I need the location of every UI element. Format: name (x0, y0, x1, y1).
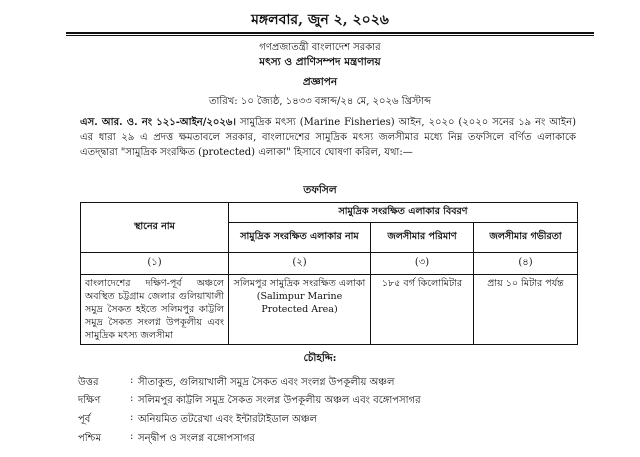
schedule-title: তফসিল (303, 184, 337, 196)
col-group-header: সামুদ্রিক সংরক্ষিত এলাকার বিবরণ (229, 203, 578, 223)
ministry-name: মৎস্য ও প্রাণিসম্পদ মন্ত্রণালয় (259, 56, 381, 68)
table-row (81, 275, 578, 345)
col-area-name-header: সামুদ্রিক সংরক্ষিত এলাকার নাম (229, 223, 371, 253)
boundary-colon: : (130, 393, 134, 404)
boundaries-title: চৌহদ্দি: (303, 352, 337, 364)
notice-body (80, 115, 576, 160)
col-depth-header: জলসীমার গভীরতা (474, 223, 578, 253)
boundary-colon: : (130, 412, 134, 423)
col-number: (১) (81, 253, 229, 275)
notice-body-text: সামুদ্রিক মৎস্য (Marine Fisheries) আইন, ২০২০ (২০২০ সনের ১৯ নং আইন) এর ধারা ২৯ এ প্রদত্ত ক্ষমতাবলে সরকার, বাংলাদেশের সামুদ্রিক মৎস্য জলসীমার মধ্যে নিম্ন তফসিলে বর্ণিত এলাকাকে এতদ্দ্বারা "সামুদ্রিক সংরক্ষিত (protected) এলাকা" হিসাবে ঘোষণা করিল, যথা:— (80, 117, 576, 158)
area-name-cell: সলিমপুর সামুদ্রিক সংরক্ষিত এলাকা (Salimpur Marine Protected Area) (229, 275, 371, 345)
col-area-size-header: জলসীমার পরিমাণ (371, 223, 474, 253)
notice-dateline: তারিখ: ১০ জ্যৈষ্ঠ, ১৪৩৩ বঙ্গাব্দ/২৪ মে, ২০২৬ খ্রিস্টাব্দ (208, 96, 432, 107)
boundary-text: সন্দ্বীপ ও সংলগ্ন বঙ্গোপসাগর (138, 433, 255, 444)
government-name: গণপ্রজাতন্ত্রী বাংলাদেশ সরকার (259, 42, 381, 53)
col-number: (৩) (371, 253, 474, 275)
area-size-cell: ১৮৫ বর্গ কিলোমিটার (371, 275, 474, 345)
boundary-text: অনিয়মিত তটরেখা এবং ইন্টারটাইডাল অঞ্চল (138, 414, 318, 425)
header-rule-thick (66, 32, 594, 34)
col-place-header: স্থানের নাম (81, 203, 229, 253)
col-number: (২) (229, 253, 371, 275)
boundary-direction: পূর্ব (78, 414, 91, 425)
boundary-direction: দক্ষিণ (78, 395, 101, 406)
sro-number: এস. আর. ও. নং ১২১-আইন/২০২৬। (80, 117, 237, 128)
boundary-colon: : (130, 431, 134, 442)
place-cell: বাংলাদেশের দক্ষিণ-পূর্ব অঞ্চলে অবস্থিত চট্টগ্রাম জেলার গুলিয়াখালী সমুদ্র সৈকত হইতে সলিমপুর কাট্টলি সমুদ্র সৈকত সংলগ্ন উপকূলীয় এবং সামুদ্রিক মৎস্য জলসীমা (81, 275, 229, 345)
depth-cell: প্রায় ১০ মিটার পর্যন্ত (474, 275, 578, 345)
col-number: (৪) (474, 253, 578, 275)
gazette-date: মঙ্গলবার, জুন ২, ২০২৬ (251, 12, 389, 28)
boundary-text: সীতাকুন্ড, গুলিয়াখালী সমুদ্র সৈকত এবং সংলগ্ন উপকূলীয় অঞ্চল (138, 377, 395, 388)
notice-heading: প্রজ্ঞাপন (302, 76, 338, 88)
boundary-colon: : (130, 375, 134, 386)
boundary-direction: পশ্চিম (78, 433, 102, 444)
boundary-direction: উত্তর (78, 377, 99, 388)
schedule-table (80, 202, 578, 345)
boundary-text: সলিমপুর কাট্টলি সমুদ্র সৈকত সংলগ্ন উপকূলীয় অঞ্চল এবং বঙ্গোপসাগর (138, 395, 421, 406)
header-rule-thin (66, 35, 594, 36)
